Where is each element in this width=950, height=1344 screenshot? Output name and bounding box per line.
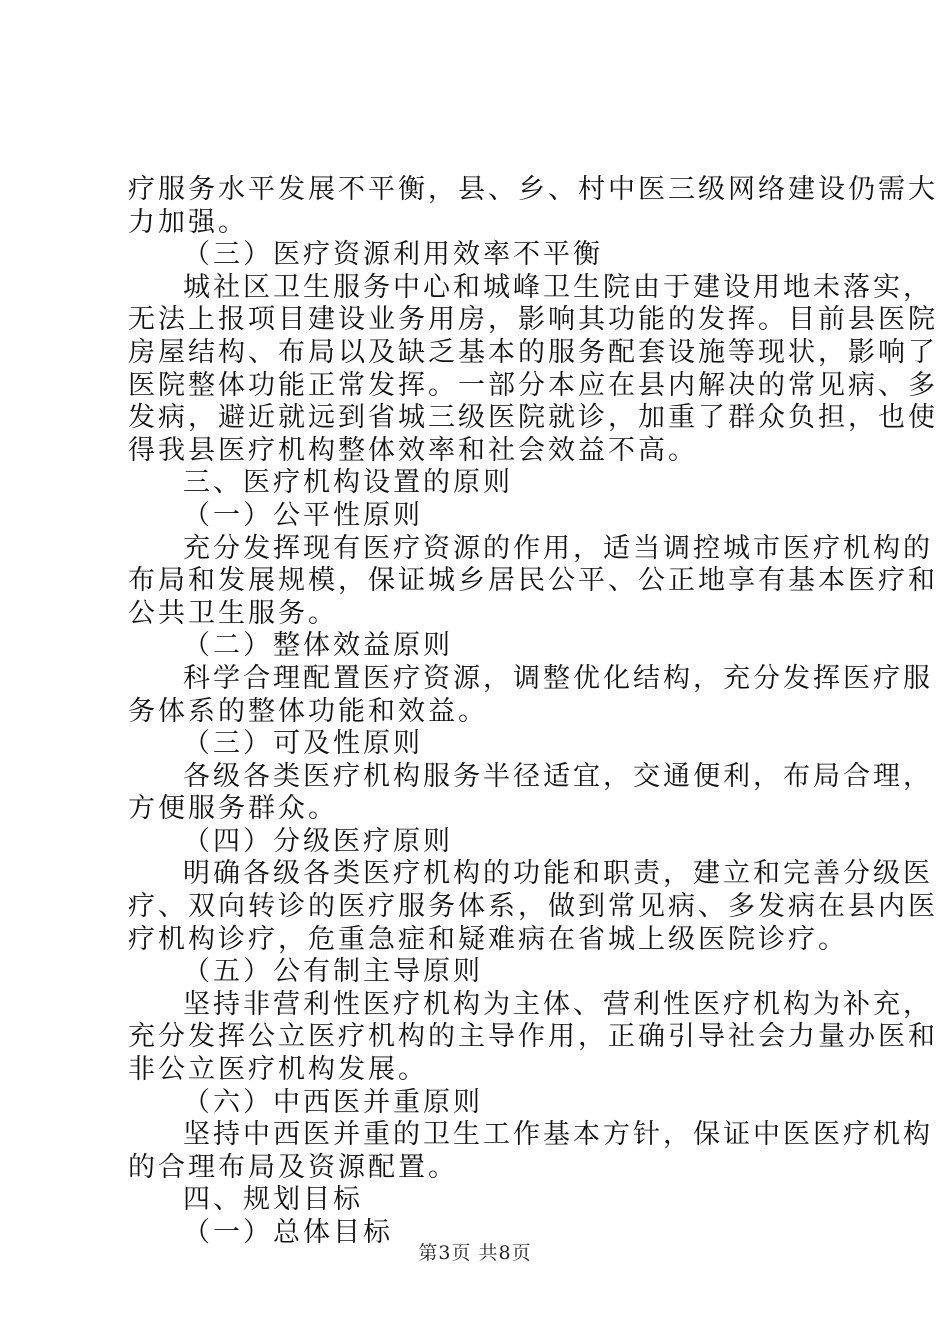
text-line: 务体系的整体功能和效益。 bbox=[128, 695, 488, 727]
section-heading: （五）公有制主导原则 bbox=[183, 956, 483, 988]
section-heading: （二）整体效益原则 bbox=[183, 630, 453, 662]
text-line: 疗、双向转诊的医疗服务体系，做到常见病、多发病在县内医 bbox=[128, 891, 938, 923]
text-line: 各级各类医疗机构服务半径适宜，交通便利，布局合理， bbox=[183, 760, 933, 792]
text-line: 力加强。 bbox=[128, 206, 248, 238]
text-line: 发病，避近就远到省城三级医院就诊，加重了群众负担，也使 bbox=[128, 402, 938, 434]
text-line: 公共卫生服务。 bbox=[128, 597, 338, 629]
text-line: 明确各级各类医疗机构的功能和职责，建立和完善分级医 bbox=[183, 858, 933, 890]
section-heading: 四、规划目标 bbox=[183, 1184, 363, 1216]
section-heading: （三）医疗资源利用效率不平衡 bbox=[183, 239, 603, 271]
text-line: 房屋结构、布局以及缺乏基本的服务配套设施等现状，影响了 bbox=[128, 336, 938, 368]
text-line: 方便服务群众。 bbox=[128, 793, 338, 825]
page-footer: 第3页 共8页 bbox=[418, 1242, 532, 1264]
text-line: 的合理布局及资源配置。 bbox=[128, 1151, 458, 1183]
section-heading: （一）公平性原则 bbox=[183, 499, 423, 531]
text-line: 布局和发展规模，保证城乡居民公平、公正地享有基本医疗和 bbox=[128, 565, 938, 597]
text-line: 坚持非营利性医疗机构为主体、营利性医疗机构为补充， bbox=[183, 988, 933, 1020]
document-body bbox=[128, 174, 938, 1250]
text-line: 医院整体功能正常发挥。一部分本应在县内解决的常见病、多 bbox=[128, 369, 938, 401]
text-line: 无法上报项目建设业务用房，影响其功能的发挥。目前县医院 bbox=[128, 304, 938, 336]
text-line: 疗机构诊疗，危重急症和疑难病在省城上级医院诊疗。 bbox=[128, 923, 848, 955]
section-heading: （六）中西医并重原则 bbox=[183, 1086, 483, 1118]
text-line: 城社区卫生服务中心和城峰卫生院由于建设用地未落实， bbox=[183, 271, 933, 303]
text-line: 充分发挥现有医疗资源的作用，适当调控城市医疗机构的 bbox=[183, 532, 933, 564]
text-line: 坚持中西医并重的卫生工作基本方针，保证中医医疗机构 bbox=[183, 1119, 933, 1151]
section-heading: （四）分级医疗原则 bbox=[183, 825, 453, 857]
text-line: 科学合理配置医疗资源，调整优化结构，充分发挥医疗服 bbox=[183, 662, 933, 694]
text-line: 非公立医疗机构发展。 bbox=[128, 1054, 428, 1086]
text-line: 充分发挥公立医疗机构的主导作用，正确引导社会力量办医和 bbox=[128, 1021, 938, 1053]
section-heading: 三、医疗机构设置的原则 bbox=[183, 467, 513, 499]
text-line: 得我县医疗机构整体效率和社会效益不高。 bbox=[128, 434, 698, 466]
text-line: 疗服务水平发展不平衡，县、乡、村中医三级网络建设仍需大 bbox=[128, 174, 938, 205]
section-heading: （一）总体目标 bbox=[183, 1217, 393, 1248]
section-heading: （三）可及性原则 bbox=[183, 728, 423, 760]
